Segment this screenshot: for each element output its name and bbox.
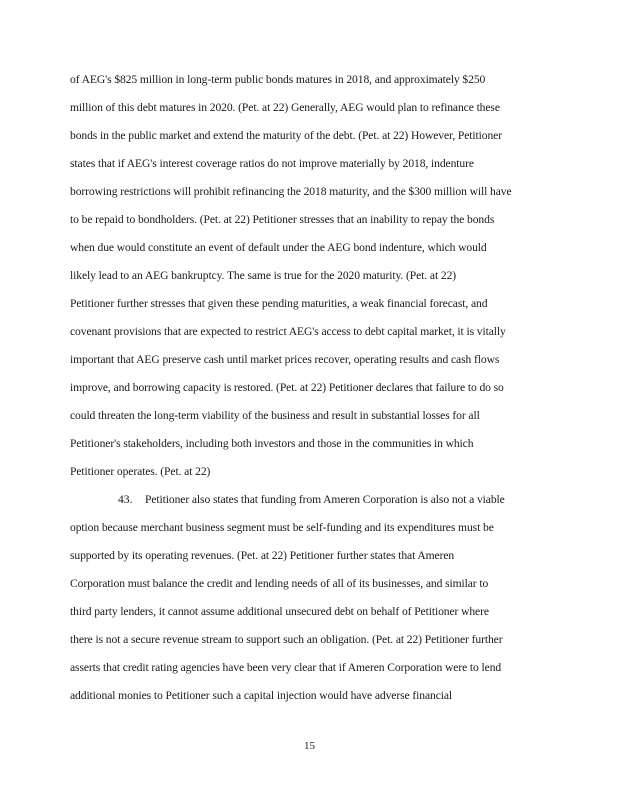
body-text-line: supported by its operating revenues. (Pet. at 22) Petitioner further states that Ameren <box>70 549 455 562</box>
body-text-line: improve, and borrowing capacity is restored. (Pet. at 22) Petitioner declares that failure to do so <box>70 381 504 394</box>
body-text-line: important that AEG preserve cash until market prices recover, operating results and cash flows <box>70 353 500 366</box>
body-text-line: of AEG's $825 million in long-term public bonds matures in 2018, and approximately $250 <box>70 73 486 86</box>
body-text-line: bonds in the public market and extend the maturity of the debt. (Pet. at 22) However, Petitioner <box>70 129 502 142</box>
body-text-line: Petitioner's stakeholders, including both investors and those in the communities in which <box>70 437 474 450</box>
body-text-line: Petitioner further stresses that given these pending maturities, a weak financial forecast, and <box>70 297 488 310</box>
body-text-line: covenant provisions that are expected to restrict AEG's access to debt capital market, it is vitally <box>70 325 506 338</box>
paragraph-first-line: Petitioner also states that funding from Ameren Corporation is also not a viable <box>145 493 505 506</box>
body-text-line: when due would constitute an event of default under the AEG bond indenture, which would <box>70 241 487 254</box>
body-text-line: million of this debt matures in 2020. (Pet. at 22) Generally, AEG would plan to refinance these <box>70 101 500 114</box>
body-text-line: option because merchant business segment must be self-funding and its expenditures must be <box>70 521 494 534</box>
body-text-line: could threaten the long-term viability of the business and result in substantial losses for all <box>70 409 480 422</box>
paragraph-number: 43. <box>118 493 133 506</box>
body-text-line: asserts that credit rating agencies have been very clear that if Ameren Corporation were to lend <box>70 661 502 674</box>
body-text-line: borrowing restrictions will prohibit refinancing the 2018 maturity, and the $300 million will have <box>70 185 512 198</box>
body-text-line: third party lenders, it cannot assume additional unsecured debt on behalf of Petitioner where <box>70 605 489 618</box>
body-text-line: additional monies to Petitioner such a capital injection would have adverse financial <box>70 689 453 702</box>
body-text-line: Corporation must balance the credit and lending needs of all of its businesses, and similar to <box>70 577 489 590</box>
body-text-line: there is not a secure revenue stream to support such an obligation. (Pet. at 22) Petitioner further <box>70 633 503 646</box>
body-text-line: to be repaid to bondholders. (Pet. at 22) Petitioner stresses that an inability to repay the bonds <box>70 213 495 226</box>
page-number: 15 <box>304 740 315 752</box>
body-text-line: states that if AEG's interest coverage ratios do not improve materially by 2018, indenture <box>70 157 474 170</box>
body-text-line: Petitioner operates. (Pet. at 22) <box>70 465 211 478</box>
body-text-line: likely lead to an AEG bankruptcy. The same is true for the 2020 maturity. (Pet. at 22) <box>70 269 457 282</box>
